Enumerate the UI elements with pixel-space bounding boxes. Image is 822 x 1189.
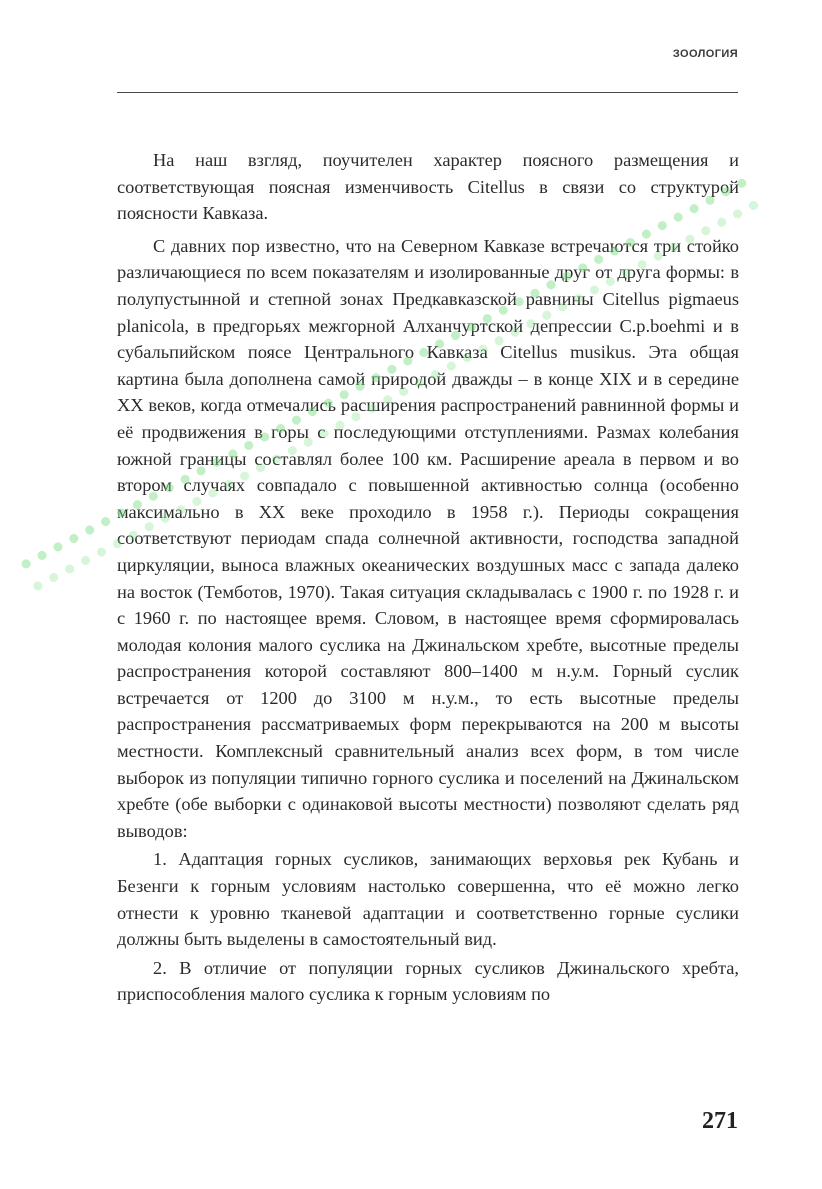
page-number: 271 xyxy=(702,1108,738,1134)
paragraph-conclusion-2: 2. В отличие от популяции горных сусликов Джинальского хребта, приспособления малого суслика к горным условиям по xyxy=(117,957,739,1005)
page-body xyxy=(117,147,739,1008)
running-head-section-title: ЗООЛОГИЯ xyxy=(672,48,738,60)
paragraph-main: С давних пор известно, что на Северном Кавказе встречаются три стойко различающиеся по всем показателям и изолированные друг от друга формы: в полупустынной и степной зонах Предкавказской равнины Citellus pigmaeus planicola, в предгорьях межгорной Алханчуртской депрессии C.p.boehmi и в субальпийском поясе Центрального Кавказа Citellus musikus. Эта общая картина была дополнена самой природой дважды – в конце XIX и в середине XX веков, когда отмечались расширения распространений равнинной формы и её продвижения в горы с последующими отступлениями. Размах колебания южной границы составлял более 100 км. Расширение ареала в первом и во втором случаях совпадало с повышенной активностью солнца (особенно максимально в XX веке проходило в 1958 г.). Периоды сокращения соответствуют периодам спада солнечной активности, господства западной циркуляции, выноса влажных океанических воздушных масс с запада далеко на восток (Темботов, 1970). Такая ситуация складывалась с 1900 г. по 1928 г. и с 1960 г. по настоящее время. Словом, в настоящее время сформировалась молодая колония малого суслика на Джинальском хребте, высотные пределы распространения которой составляют 800–1400 м н.у.м. Горный суслик встречается от 1200 до 3100 м н.у.м., то есть высотные пределы распространения рассматриваемых форм перекрываются на 200 м высоты местности. Комплексный сравнительный анализ всех форм, в том числе выборок из популяции типично горного суслика и поселений на Джинальском хребте (обе выборки с одинаковой высоты местности) позволяют сделать ряд выводов: xyxy=(117,235,739,841)
paragraph-intro: На наш взгляд, поучителен характер поясного размещения и соответствующая поясная изменчивость Citellus в связи со структурой поясности Кавказа. xyxy=(117,150,739,224)
paragraph-conclusion-1: 1. Адаптация горных сусликов, занимающих верховья рек Кубань и Безенги к горным условиям настолько совершенна, что её можно легко отнести к уровню тканевой адаптации и соответственно горные суслики должны быть выделены в самостоятельный вид. xyxy=(117,849,739,950)
header-rule xyxy=(117,92,738,93)
